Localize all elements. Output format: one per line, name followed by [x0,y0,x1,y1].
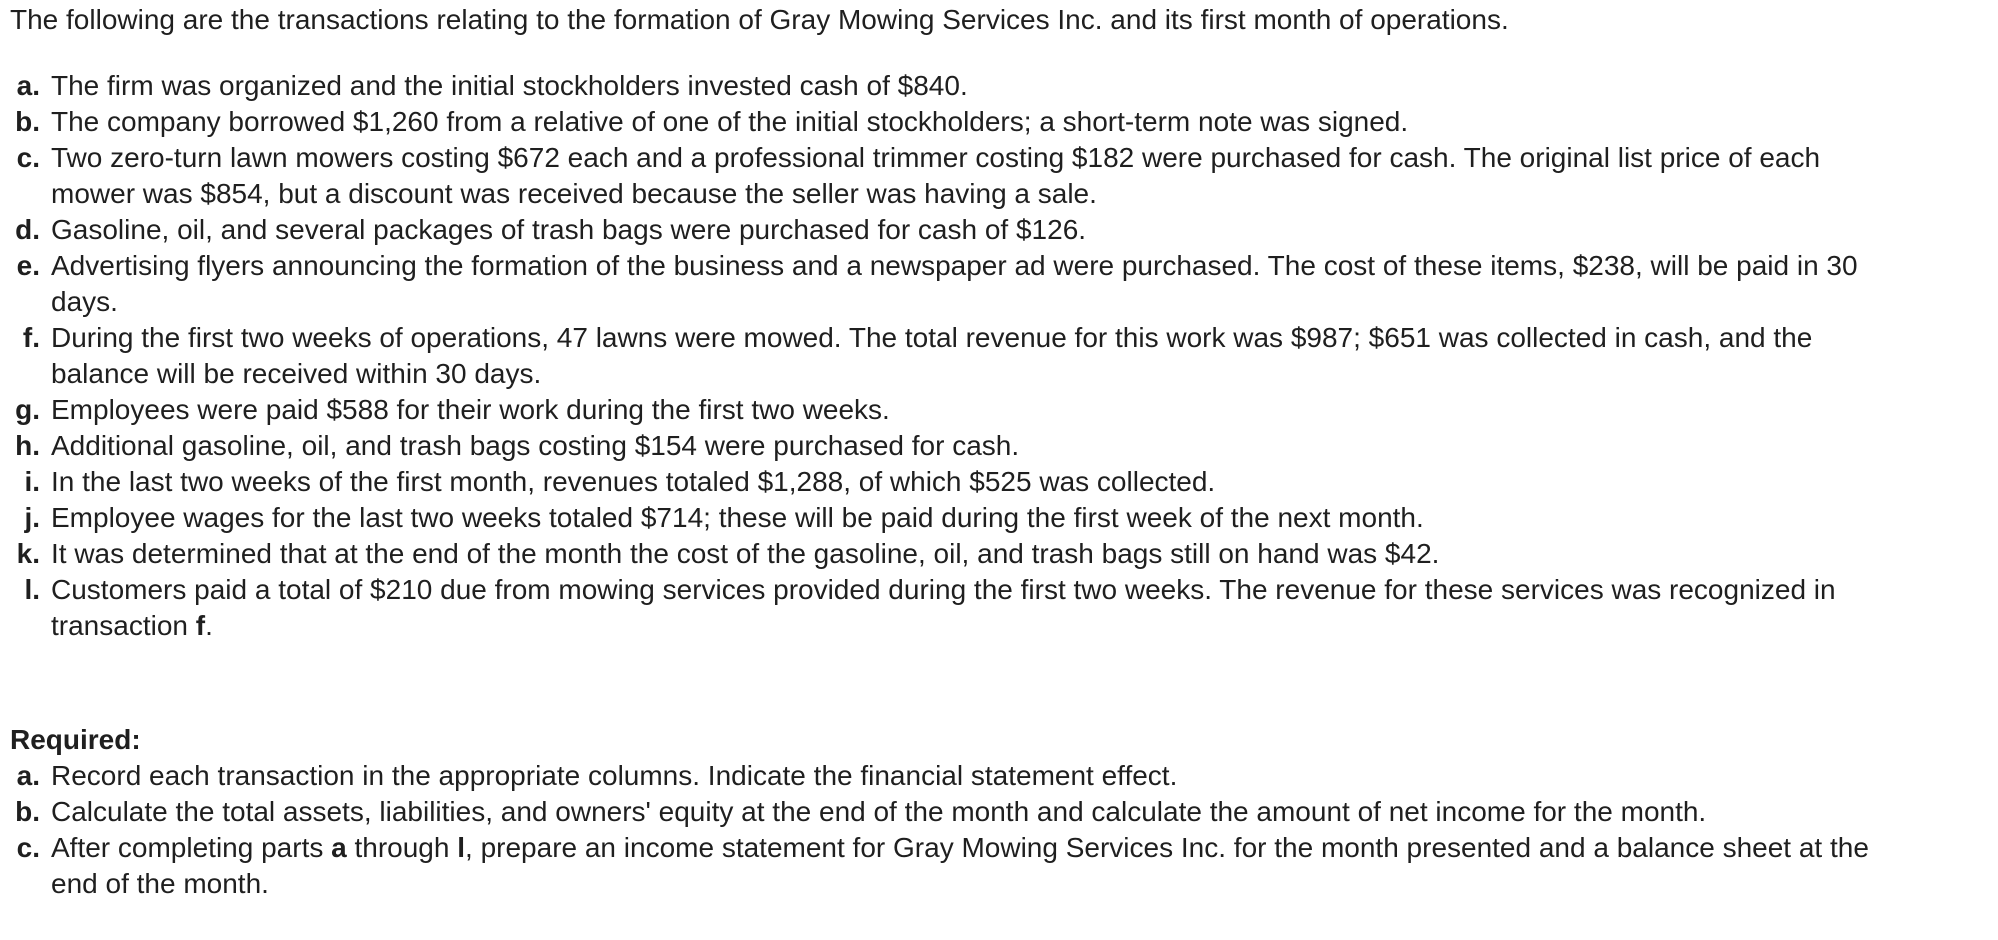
transaction-letter: i. [24,466,40,497]
intro-text: The following are the transactions relating to the formation of Gray Mowing Services Inc. and its first month of operations. [10,4,1509,35]
transaction-letter: k. [16,538,40,569]
part-reference: l [457,832,466,863]
transaction-l [10,572,1988,644]
required-list [10,758,1988,902]
transaction-text: Advertising flyers announcing the formation of the business and a newspaper ad were purchased. The cost of these items, $238, will be paid in 30 days. [51,250,1858,317]
transaction-letter: c. [16,142,40,173]
transaction-text: Employee wages for the last two weeks totaled $714; these will be paid during the first week of the next month. [51,502,1424,533]
transaction-letter: e. [16,250,40,281]
required-text-part: After completing parts [51,832,332,863]
required-text-part: through [346,832,458,863]
transaction-h [10,428,1988,464]
transaction-letter: b. [15,106,40,137]
transaction-a [10,68,1988,104]
required-text: Record each transaction in the appropriate columns. Indicate the financial statement effect. [51,760,1178,791]
transaction-text-part: Customers paid a total of $210 due from mowing services provided during the first two weeks. The revenue for these services was recognized in transaction [51,574,1836,641]
transaction-text: It was determined that at the end of the month the cost of the gasoline, oil, and trash bags still on hand was $42. [51,538,1440,569]
transaction-text: In the last two weeks of the first month, revenues totaled $1,288, of which $525 was collected. [51,466,1216,497]
required-letter: b. [15,796,40,827]
transaction-e [10,248,1988,320]
transaction-j [10,500,1988,536]
transaction-letter: h. [15,430,40,461]
transaction-b [10,104,1988,140]
required-text: Calculate the total assets, liabilities, and owners' equity at the end of the month and calculate the amount of net income for the month. [51,796,1707,827]
required-letter: c. [16,832,40,863]
transaction-letter: d. [15,214,40,245]
required-text [51,830,1911,902]
transaction-k [10,536,1988,572]
transaction-text-part: . [205,610,213,641]
transaction-text: The firm was organized and the initial stockholders invested cash of $840. [51,70,968,101]
transaction-text: Two zero-turn lawn mowers costing $672 each and a professional trimmer costing $182 were purchased for cash. The original list price of each mower was $854, but a discount was received because the seller was having a sale. [51,142,1821,209]
transaction-reference: f [195,610,206,641]
transaction-text [51,572,1911,644]
part-reference: a [331,832,347,863]
transaction-letter: a. [16,70,40,101]
transaction-letter: g. [15,394,40,425]
required-letter: a. [16,760,40,791]
required-item-b [10,794,1988,830]
transaction-text: Additional gasoline, oil, and trash bags costing $154 were purchased for cash. [51,430,1020,461]
required-item-a [10,758,1988,794]
transaction-list [10,68,1988,644]
transaction-f [10,320,1988,392]
transaction-text: Gasoline, oil, and several packages of trash bags were purchased for cash of $126. [51,214,1087,245]
transaction-text: During the first two weeks of operations, 47 lawns were mowed. The total revenue for this work was $987; $651 was collected in cash, and the balance will be received within 30 days. [51,322,1813,389]
transaction-letter: l. [24,574,40,605]
required-item-c [10,830,1988,902]
transaction-text: The company borrowed $1,260 from a relative of one of the initial stockholders; a short-term note was signed. [51,106,1409,137]
transaction-g [10,392,1988,428]
transaction-d [10,212,1988,248]
transaction-letter: f. [22,322,40,353]
transaction-text: Employees were paid $588 for their work during the first two weeks. [51,394,890,425]
transaction-letter: j. [24,502,40,533]
required-section [10,722,1988,902]
required-text-part: , prepare an income statement for Gray Mowing Services Inc. for the month presented and a balance sheet at the end of the month. [51,832,1869,899]
transaction-i [10,464,1988,500]
required-heading: Required: [10,724,141,755]
transaction-c [10,140,1988,212]
